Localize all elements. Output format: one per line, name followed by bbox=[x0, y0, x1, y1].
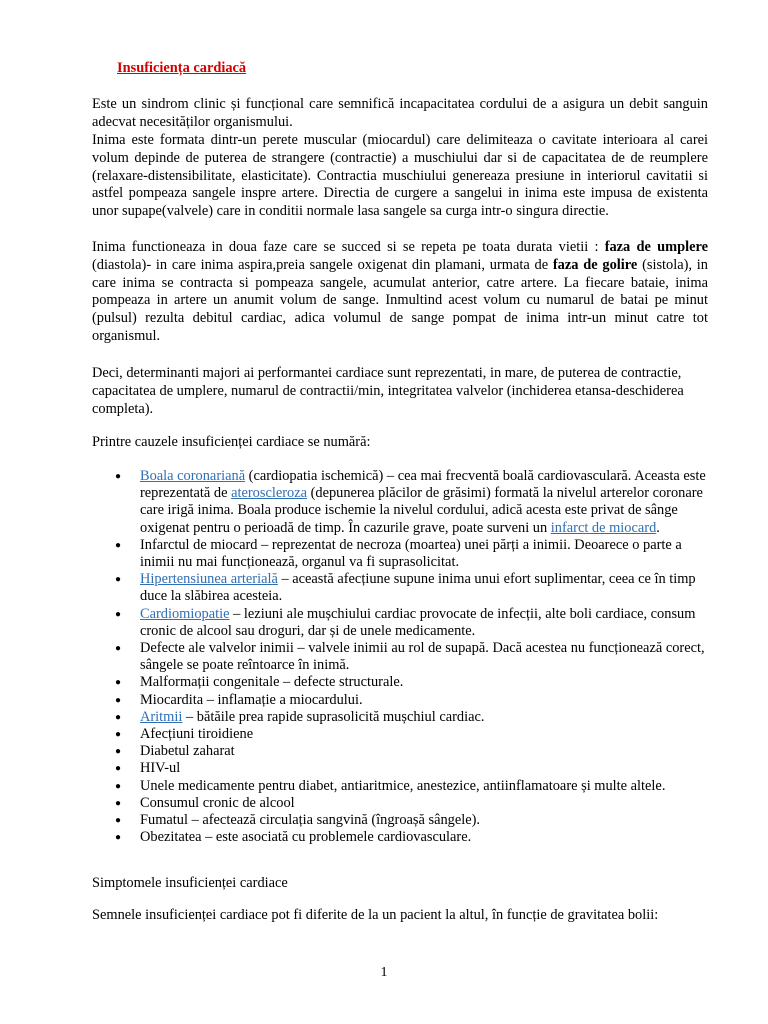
cause-text: . bbox=[656, 519, 660, 536]
cause-text: (cardiopatia ischemică) – cea mai frecventă boală cardiovasculară. Aceasta este reprezentată de bbox=[140, 468, 706, 502]
list-item bbox=[92, 829, 708, 846]
cause-text: Miocardita – inflamație a miocardului. bbox=[140, 691, 363, 708]
cause-text: Fumatul – afectează circulația sangvină (îngroașă sângele). bbox=[140, 812, 481, 829]
list-item bbox=[92, 640, 708, 674]
bullet-icon: ● bbox=[115, 746, 122, 758]
list-item bbox=[92, 674, 708, 691]
bullet-icon: ● bbox=[115, 832, 122, 844]
list-item bbox=[92, 760, 708, 777]
phases-text-e: (sistola), in care inima se contracta si pompeaza sangele, acumulat anterior, catre artere. La fiecare bataie, inima pompeaza in artere un anumit volum de sange. Inmultind acest volum cu numarul de batai pe minut (pulsul) rezulta debitul cardiac, adica volumul de sange pompat de inima intr-un minut catre tot organismul. bbox=[92, 256, 708, 344]
list-item bbox=[92, 606, 708, 640]
list-item bbox=[92, 709, 708, 726]
cause-text: Consumul cronic de alcool bbox=[140, 794, 295, 811]
paragraph-heart-structure: Inima este formata dintr-un perete muscular (miocardul) care delimiteaza o cavitate interioara al carei volum depinde de puterea de strangere (contractie) a muschiului dar si de capacitatea de de reumplere (relaxare-distensibilitate, elasticitate). Contractia muschiului genereaza presiune in interiorul cavitatii si astfel pompeaza sangele inspre artere. Directia de curgere a sangelui in inima este impusa de existenta unor supape(valvele) care in conditii normale lasa sangele sa curga intr-o singura directie. bbox=[92, 132, 708, 220]
bullet-icon: ● bbox=[115, 471, 122, 482]
link-boala-coronariana[interactable]: Boala coronariană bbox=[140, 468, 246, 484]
bullet-icon: ● bbox=[115, 608, 122, 620]
bullet-icon: ● bbox=[115, 539, 122, 551]
list-item bbox=[92, 778, 708, 795]
bullet-icon: ● bbox=[115, 780, 122, 792]
phase-fill-term: faza de umplere bbox=[604, 239, 708, 255]
cause-text: Obezitatea – este asociată cu problemele cardiovasculare. bbox=[140, 829, 472, 846]
cause-text: Infarctul de miocard – reprezentat de necroza (moartea) unei părți a inimii. Deoarece o parte a inimii nu mai funcționează, organul va fi suprasolicitat. bbox=[140, 536, 682, 571]
list-item bbox=[92, 726, 708, 743]
bullet-icon: ● bbox=[115, 694, 122, 706]
bullet-icon: ● bbox=[115, 763, 122, 775]
paragraph-determinants: Deci, determinanti majori ai performantei cardiace sunt reprezentati, in mare, de puterea de contractie, capacitatea de umplere, numarul de contractii/min, integritatea valvelor (inchiderea etansa-deschiderea completa). bbox=[92, 365, 684, 417]
bullet-icon: ● bbox=[115, 797, 122, 809]
document-title: Insuficiența cardiacă bbox=[117, 60, 247, 76]
causes-list bbox=[92, 468, 708, 846]
cause-text: Defecte ale valvelor inimii – valvele inimii au rol de supapă. Dacă acestea nu funcționează corect, sângele se poate reîntoarce în inimă. bbox=[140, 640, 705, 674]
cause-text: Malformații congenitale – defecte structurale. bbox=[140, 674, 404, 691]
list-item bbox=[92, 795, 708, 812]
cause-text: Afecțiuni tiroidiene bbox=[140, 726, 254, 743]
paragraph-symptoms: Semnele insuficienței cardiace pot fi diferite de la un pacient la altul, în funcție de gravitatea bolii: bbox=[92, 907, 659, 923]
phases-text-a: Inima functioneaza in doua faze care se succed si se repeta pe toata durata vietii : bbox=[92, 239, 605, 255]
paragraph-definition: Este un sindrom clinic și funcțional care semnifică incapacitatea cordului de a asigura un debit sanguin adecvat necesităților organismului. bbox=[92, 96, 708, 130]
cause-text: – bătăile prea rapide suprasolicită mușchiul cardiac. bbox=[182, 708, 485, 725]
cause-text: Unele medicamente pentru diabet, antiaritmice, anestezice, antiinflamatoare și multe altele. bbox=[140, 777, 666, 794]
link-aritmii[interactable]: Aritmii bbox=[140, 708, 183, 725]
bullet-icon: ● bbox=[115, 677, 122, 689]
phases-text-c: (diastola)- in care inima aspira,preia sangele oxigenat din plamani, urmata de bbox=[92, 256, 553, 273]
phase-empty-term: faza de golire bbox=[552, 256, 638, 273]
cause-text: – această afecțiune supune inima unui efort suplimentar, ceea ce în timp duce la slăbirea acesteia. bbox=[140, 571, 696, 605]
list-item bbox=[92, 571, 708, 605]
link-ateroscleroza[interactable]: ateroscleroza bbox=[231, 485, 307, 502]
list-item bbox=[92, 812, 708, 829]
bullet-icon: ● bbox=[115, 574, 122, 586]
list-item bbox=[92, 468, 708, 537]
list-item bbox=[92, 692, 708, 709]
list-item bbox=[92, 537, 708, 571]
list-item bbox=[92, 743, 708, 760]
bullet-icon: ● bbox=[115, 815, 122, 827]
bullet-icon: ● bbox=[115, 729, 122, 741]
bullet-icon: ● bbox=[115, 711, 122, 723]
cause-text: – leziuni ale mușchiului cardiac provocate de infecții, alte boli cardiace, consum cronic de alcool sau droguri, dar și de unele medicamente. bbox=[140, 605, 696, 639]
bullet-icon: ● bbox=[115, 643, 122, 655]
symptoms-heading: Simptomele insuficienței cardiace bbox=[92, 875, 288, 891]
cause-text: (depunerea plăcilor de grăsimi) formată la nivelul arterelor coronare care irigă inima. Boala produce ischemie la nivelul cordului, adică acesta este privat de sânge oxigenat pentru o perioadă de timp. În cazurile grave, poate surveni un bbox=[140, 485, 703, 536]
page-number: 1 bbox=[380, 965, 388, 980]
link-infarct-de-miocard[interactable]: infarct de miocard bbox=[550, 519, 657, 536]
link-hipertensiunea-arteriala[interactable]: Hipertensiunea arterială bbox=[140, 571, 278, 588]
cause-text: Diabetul zaharat bbox=[140, 743, 235, 760]
link-cardiomiopatie[interactable]: Cardiomiopatie bbox=[140, 605, 230, 622]
paragraph-heart-phases bbox=[92, 239, 708, 346]
causes-intro: Printre cauzele insuficienței cardiace se numără: bbox=[92, 434, 371, 450]
cause-text: HIV-ul bbox=[140, 760, 181, 777]
